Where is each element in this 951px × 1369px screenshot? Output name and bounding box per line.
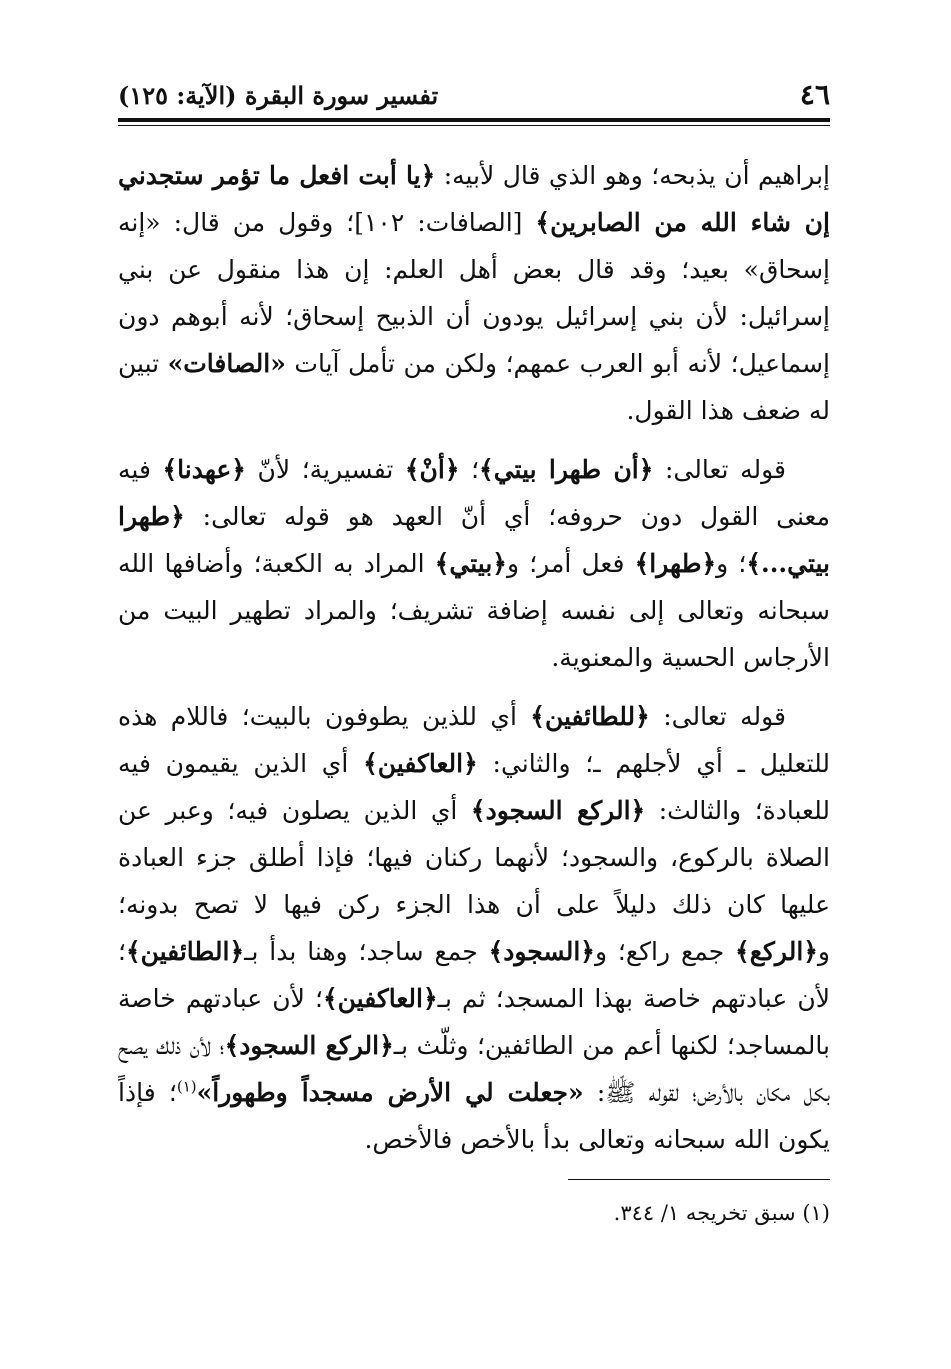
text-run: إبراهيم أن يذبحه؛ وهو الذي قال لأبيه: — [435, 161, 830, 190]
text-run: ؛ لأن ذلك يصح بكل مكان بالأرض؛ لقوله ﷺ: — [118, 1031, 831, 1107]
text-run: أي الذين يقيمون فيه للعبادة؛ والثالث: — [118, 749, 830, 825]
quran-quote: ﴿الركع السجود﴾ — [224, 1031, 394, 1060]
text-run: أي للذين يطوفون بالبيت؛ فاللام هذه للتعليل ـ أي لأجلهم ـ؛ والثاني: — [118, 702, 830, 778]
footnote-ref: (١) — [176, 1077, 197, 1096]
text-run: ؛ و — [716, 549, 747, 578]
quran-quote: ﴿الطائفين﴾ — [125, 937, 245, 966]
text-run: قوله تعالى: — [649, 702, 786, 731]
text-run: ؛ — [459, 455, 480, 484]
text-run: جمع راكع؛ و — [594, 937, 736, 966]
quran-quote: ﴿الركع السجود﴾ — [470, 796, 646, 825]
text-run: ؛ لأن عبادتهم خاصة بهذا المسجد؛ ثم بـ — [118, 937, 831, 1013]
quran-quote: ﴿أنْ﴾ — [404, 455, 460, 484]
text-run: أي الذين يصلون فيه؛ وعبر عن الصلاة بالركوع، والسجود؛ لأنهما ركنان فيها؛ فإذا أطلق جزء العبادة عليها كان ذلك دليلاً على أن هذا الجزء ركن فيها لا تصح بدونه؛ و — [118, 796, 830, 966]
paragraph — [118, 693, 830, 1163]
text-run: المراد به الكعبة؛ وأضافها الله سبحانه وتعالى إلى نفسه إضافة تشريف؛ والمراد تطهير البيت من الأرجاس الحسية والمعنوية. — [118, 549, 830, 672]
paragraph — [118, 152, 830, 434]
footnote: (١) سبق تخريجه ١/ ٣٤٤. — [613, 1201, 830, 1225]
text-run: جمع ساجد؛ وهنا بدأ بـ — [244, 937, 489, 966]
text-run: ؛ فإذاً يكون الله سبحانه وتعالى بدأ بالأخص فالأخص. — [118, 1078, 830, 1154]
running-header — [118, 78, 830, 116]
page-number: ٤٦ — [799, 78, 830, 111]
paragraph — [118, 446, 830, 681]
quran-quote: ﴿العاكفين﴾ — [363, 749, 478, 778]
text-run: تفسيرية؛ لأنّ — [245, 455, 405, 484]
text-run: فعل أمر؛ و — [506, 549, 635, 578]
header-rule-thick — [118, 118, 830, 122]
quran-quote: ﴿بيتي﴾ — [434, 549, 507, 578]
book-page — [118, 78, 830, 1228]
footnote-rule — [568, 1179, 830, 1180]
text-run: تبين له ضعف هذا القول. — [118, 349, 830, 425]
running-title: تفسير سورة البقرة (الآية: ١٢٥) — [118, 81, 439, 110]
quran-quote: ﴿السجود﴾ — [488, 937, 595, 966]
quran-quote: ﴿أن طهرا بيتي﴾ — [479, 455, 654, 484]
text-run: فيه معنى القول دون حروفه؛ أي أنّ العهد هو قوله تعالى: — [118, 455, 830, 531]
quran-quote: ﴿طهرا﴾ — [634, 549, 717, 578]
text-run: ؛ لأن عبادتهم خاصة بالمساجد؛ لكنها أعم من الطائفين؛ وثلّث بـ — [118, 984, 830, 1060]
quran-quote: ﴿طهرا بيتي...﴾ — [118, 502, 830, 578]
body-text — [118, 152, 830, 1163]
quran-quote: «الصافات» — [167, 349, 286, 378]
quran-quote: ﴿الركع﴾ — [735, 937, 818, 966]
header-rule-thin — [118, 125, 830, 126]
quran-quote: ﴿العاكفين﴾ — [322, 984, 438, 1013]
text-run: قوله تعالى: — [653, 455, 786, 484]
quran-quote: «جعلت لي الأرض مسجداً وطهوراً» — [196, 1078, 584, 1107]
quran-quote: ﴿للطائفين﴾ — [530, 702, 650, 731]
text-run: [الصافات: ١٠٢]؛ وقول من قال: «إنه إسحاق» بعيد؛ وقد قال بعض أهل العلم: إن هذا منقول عن بني إسرائيل: لأن بني إسرائيل يودون أن الذبيح إسحاق؛ لأنه أبوهم دون إسماعيل؛ لأنه أبو العرب عمهم؛ ولكن من تأمل آيات — [118, 208, 830, 378]
quran-quote: ﴿يا أبت افعل ما تؤمر ستجدني إن شاء الله من الصابرين﴾ — [118, 161, 830, 237]
quran-quote: ﴿عهدنا﴾ — [162, 455, 246, 484]
